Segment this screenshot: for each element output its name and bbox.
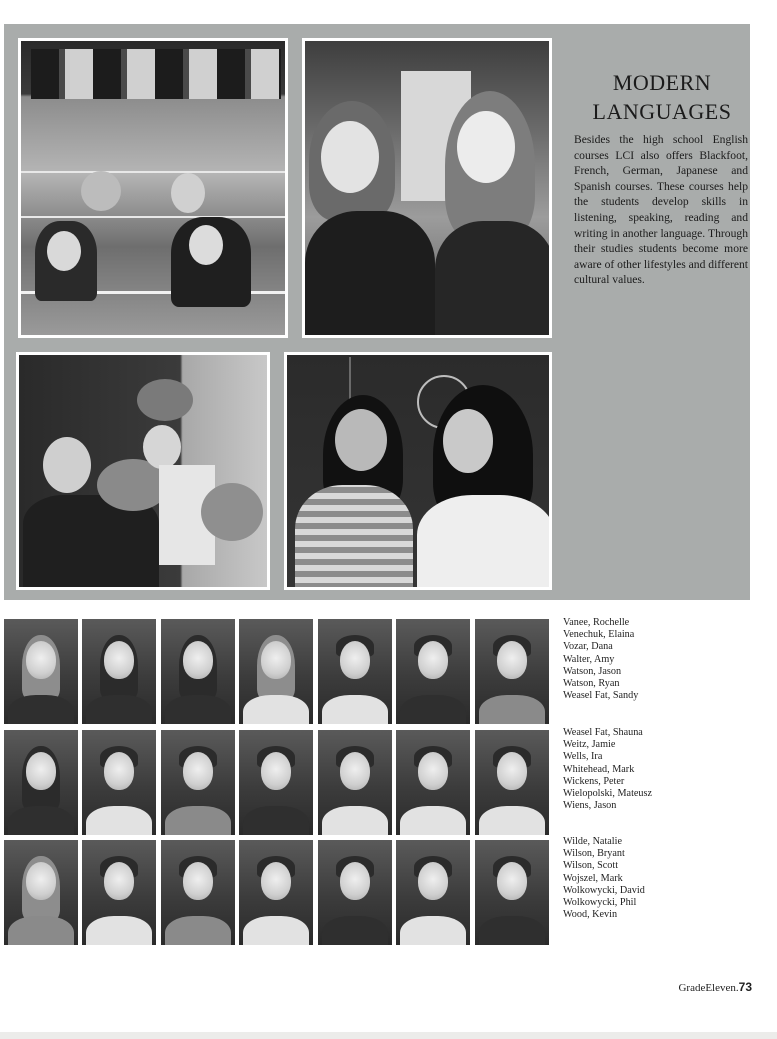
- student-name: Watson, Jason: [563, 665, 622, 677]
- portrait-shoulders: [479, 806, 545, 835]
- student-name: Watson, Ryan: [563, 678, 620, 690]
- section-body-text: Besides the high school English courses LCI also offers Blackfoot, French, German, Japanese and Spanish courses. These courses help the students develop skills in listening, speaking, reading and writing in another language. Through their studies students become more aware of other lifestyles and different cultural values.: [574, 133, 748, 287]
- portrait-shoulders: [86, 916, 152, 945]
- portrait-face: [340, 752, 370, 790]
- section-title-line1: MODERN: [612, 70, 712, 95]
- section-title-line2: LANGUAGES: [592, 99, 732, 124]
- student-portrait: [82, 730, 156, 835]
- student-portrait: [4, 840, 78, 945]
- portrait-face: [26, 862, 56, 900]
- student-name: Wilson, Bryant: [563, 848, 625, 860]
- portrait-face: [261, 641, 291, 679]
- portrait-shoulders: [86, 806, 152, 835]
- student-portrait: [396, 840, 470, 945]
- student-name: Wojszel, Mark: [563, 872, 623, 884]
- student-portrait: [161, 619, 235, 724]
- section-title: [574, 68, 750, 126]
- feature-panel: [4, 24, 750, 600]
- portrait-shoulders: [8, 695, 74, 724]
- page-number: 73: [738, 980, 752, 994]
- portrait-face: [183, 641, 213, 679]
- portrait-shoulders: [165, 916, 231, 945]
- portrait-shoulders: [8, 916, 74, 945]
- portrait-face: [340, 641, 370, 679]
- student-name: Wielopolski, Mateusz: [563, 788, 652, 800]
- student-portrait: [239, 840, 313, 945]
- portrait-shoulders: [165, 695, 231, 724]
- student-portrait: [318, 730, 392, 835]
- portrait-face: [497, 862, 527, 900]
- student-portrait: [475, 840, 549, 945]
- student-portrait: [82, 840, 156, 945]
- headset-students-photo: [302, 38, 552, 338]
- student-portrait: [396, 619, 470, 724]
- portrait-face: [183, 862, 213, 900]
- portrait-shoulders: [86, 695, 152, 724]
- portrait-face: [418, 641, 448, 679]
- student-portrait: [318, 840, 392, 945]
- footer-label: GradeEleven.: [678, 982, 739, 994]
- portrait-face: [183, 752, 213, 790]
- student-name: Wood, Kevin: [563, 909, 618, 921]
- student-portrait: [4, 619, 78, 724]
- portrait-face: [104, 862, 134, 900]
- student-name: Weasel Fat, Sandy: [563, 690, 639, 702]
- student-portrait: [239, 730, 313, 835]
- student-portrait: [475, 619, 549, 724]
- portrait-shoulders: [322, 695, 388, 724]
- student-portrait: [396, 730, 470, 835]
- student-name: Wilde, Natalie: [563, 836, 622, 847]
- portrait-shoulders: [400, 806, 466, 835]
- student-name: Vozar, Dana: [563, 641, 613, 653]
- student-name: Walter, Amy: [563, 653, 615, 665]
- student-name: Weasel Fat, Shauna: [563, 727, 643, 738]
- student-name: Venechuk, Elaina: [563, 629, 635, 641]
- student-portrait: [239, 619, 313, 724]
- portrait-face: [26, 752, 56, 790]
- portrait-shoulders: [400, 916, 466, 945]
- name-list-row3: [563, 836, 743, 921]
- portrait-face: [418, 862, 448, 900]
- portrait-shoulders: [479, 695, 545, 724]
- student-name: Wiens, Jason: [563, 800, 617, 812]
- portrait-face: [261, 752, 291, 790]
- student-name: Wolkowycki, Phil: [563, 897, 637, 909]
- portrait-shoulders: [8, 806, 74, 835]
- student-name: Whitehead, Mark: [563, 763, 635, 775]
- students-reading-photo: [284, 352, 552, 590]
- page-footer: [640, 980, 752, 994]
- portrait-shoulders: [322, 806, 388, 835]
- portrait-shoulders: [243, 806, 309, 835]
- pumpkin-carving-photo: [16, 352, 270, 590]
- portrait-shoulders: [165, 806, 231, 835]
- portrait-face: [26, 641, 56, 679]
- portrait-shoulders: [243, 916, 309, 945]
- student-portrait: [161, 840, 235, 945]
- name-list-row1: [563, 617, 743, 702]
- student-portrait: [318, 619, 392, 724]
- portrait-shoulders: [479, 916, 545, 945]
- portrait-face: [497, 641, 527, 679]
- student-name: Wells, Ira: [563, 751, 603, 763]
- student-name: Vanee, Rochelle: [563, 617, 630, 628]
- name-list-row2: [563, 727, 743, 812]
- portrait-face: [497, 752, 527, 790]
- student-name: Wolkowycki, David: [563, 884, 645, 896]
- student-portrait: [4, 730, 78, 835]
- portrait-shoulders: [400, 695, 466, 724]
- portrait-face: [104, 752, 134, 790]
- portrait-face: [261, 862, 291, 900]
- student-name: Wickens, Peter: [563, 775, 625, 787]
- portrait-shoulders: [322, 916, 388, 945]
- portrait-shoulders: [243, 695, 309, 724]
- student-portrait: [82, 619, 156, 724]
- portrait-face: [418, 752, 448, 790]
- portrait-face: [104, 641, 134, 679]
- student-portrait: [161, 730, 235, 835]
- student-name: Weitz, Jamie: [563, 739, 616, 751]
- portrait-face: [340, 862, 370, 900]
- language-lab-photo: [18, 38, 288, 338]
- student-name: Wilson, Scott: [563, 860, 619, 872]
- student-portrait: [475, 730, 549, 835]
